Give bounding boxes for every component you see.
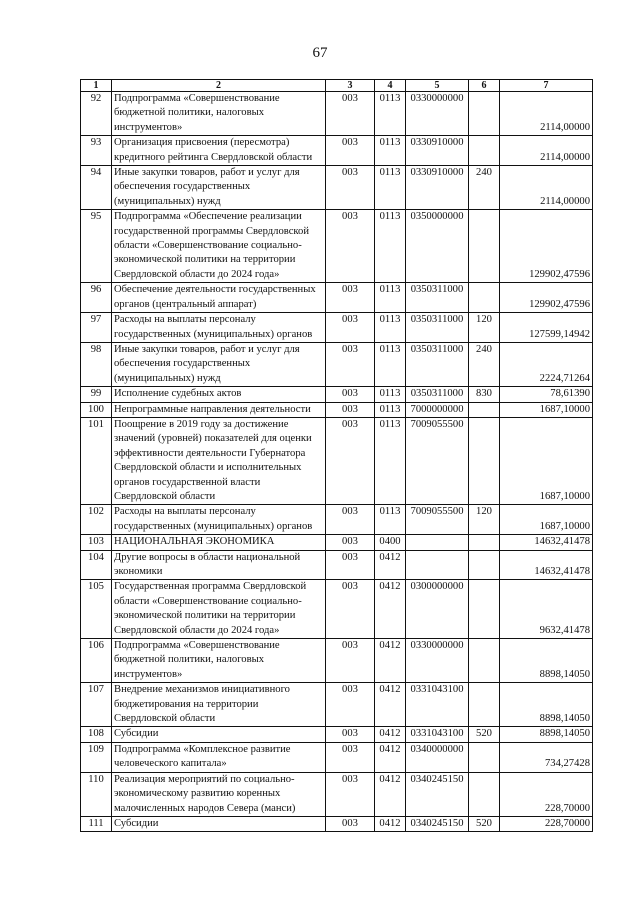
row-number: 95 (81, 210, 112, 283)
row-code-5: 0300000000 (406, 580, 469, 639)
row-code-6 (469, 417, 500, 504)
table-row (81, 535, 593, 550)
row-number: 94 (81, 166, 112, 210)
row-code-5: 0350000000 (406, 210, 469, 283)
row-code-6: 120 (469, 313, 500, 343)
row-name: Расходы на выплаты персоналу государственных (муниципальных) органов (112, 313, 326, 343)
header-col-6: 6 (469, 80, 500, 92)
row-number: 92 (81, 92, 112, 136)
row-number: 111 (81, 816, 112, 831)
row-number: 100 (81, 402, 112, 417)
row-code-6 (469, 742, 500, 772)
table-row (81, 283, 593, 313)
table-header-row (81, 80, 593, 92)
row-sum: 2224,71264 (500, 342, 593, 386)
row-code-5: 0330000000 (406, 639, 469, 683)
row-code-6 (469, 92, 500, 136)
table-row (81, 342, 593, 386)
row-code-6: 120 (469, 505, 500, 535)
row-name: Исполнение судебных актов (112, 387, 326, 402)
row-name: Подпрограмма «Совершенствование бюджетной политики, налоговых инструментов» (112, 639, 326, 683)
row-code-6: 240 (469, 166, 500, 210)
header-col-1: 1 (81, 80, 112, 92)
header-col-7: 7 (500, 80, 593, 92)
row-number: 102 (81, 505, 112, 535)
table-row (81, 210, 593, 283)
header-col-2: 2 (112, 80, 326, 92)
row-number: 107 (81, 683, 112, 727)
table-row (81, 816, 593, 831)
row-code-6 (469, 283, 500, 313)
table-row (81, 639, 593, 683)
row-sum: 14632,41478 (500, 550, 593, 580)
table-body (81, 92, 593, 832)
row-code-4: 0113 (375, 505, 406, 535)
row-name: Расходы на выплаты персоналу государственных (муниципальных) органов (112, 505, 326, 535)
row-name: Организация присвоения (пересмотра) кредитного рейтинга Свердловской области (112, 136, 326, 166)
row-code-5: 0330910000 (406, 136, 469, 166)
table-row (81, 166, 593, 210)
row-number: 108 (81, 727, 112, 742)
row-code-4: 0412 (375, 742, 406, 772)
row-code-3: 003 (326, 772, 375, 816)
row-number: 96 (81, 283, 112, 313)
row-number: 103 (81, 535, 112, 550)
row-sum: 2114,00000 (500, 166, 593, 210)
table-row (81, 580, 593, 639)
row-sum: 1687,10000 (500, 417, 593, 504)
row-code-5: 0331043100 (406, 727, 469, 742)
table-row (81, 402, 593, 417)
row-code-6 (469, 772, 500, 816)
row-code-5: 0330000000 (406, 92, 469, 136)
row-code-3: 003 (326, 402, 375, 417)
table-row (81, 417, 593, 504)
row-code-6 (469, 683, 500, 727)
row-code-4: 0412 (375, 639, 406, 683)
row-code-3: 003 (326, 683, 375, 727)
row-sum: 8898,14050 (500, 727, 593, 742)
row-code-4: 0412 (375, 580, 406, 639)
row-code-5: 0350311000 (406, 313, 469, 343)
row-sum: 8898,14050 (500, 683, 593, 727)
row-code-3: 003 (326, 136, 375, 166)
row-sum: 129902,47596 (500, 210, 593, 283)
row-code-5 (406, 535, 469, 550)
row-code-3: 003 (326, 505, 375, 535)
row-code-4: 0113 (375, 136, 406, 166)
row-code-5: 7009055500 (406, 417, 469, 504)
row-code-6 (469, 580, 500, 639)
row-code-4: 0113 (375, 92, 406, 136)
row-name: Подпрограмма «Комплексное развитие человеческого капитала» (112, 742, 326, 772)
row-code-5: 7009055500 (406, 505, 469, 535)
row-code-3: 003 (326, 639, 375, 683)
table-row (81, 313, 593, 343)
row-sum: 14632,41478 (500, 535, 593, 550)
row-name: Другие вопросы в области национальной экономики (112, 550, 326, 580)
row-name: Поощрение в 2019 году за достижение значений (уровней) показателей для оценки эффективности деятельности Губернатора Свердловской области и исполнительных органов государственной власти Свердловской области (112, 417, 326, 504)
table-row (81, 387, 593, 402)
row-code-3: 003 (326, 417, 375, 504)
row-name: Непрограммные направления деятельности (112, 402, 326, 417)
table-row (81, 136, 593, 166)
budget-table (80, 79, 593, 832)
row-name: Реализация мероприятий по социально-экономическому развитию коренных малочисленных народов Севера (манси) (112, 772, 326, 816)
row-code-3: 003 (326, 166, 375, 210)
row-code-5: 0350311000 (406, 283, 469, 313)
row-number: 99 (81, 387, 112, 402)
row-code-5: 0340245150 (406, 816, 469, 831)
table-row (81, 772, 593, 816)
row-code-6 (469, 550, 500, 580)
table-row (81, 742, 593, 772)
row-code-6 (469, 402, 500, 417)
row-name: Субсидии (112, 816, 326, 831)
row-number: 110 (81, 772, 112, 816)
row-name: Подпрограмма «Обеспечение реализации государственной программы Свердловской области «Совершенствование социально-экономической политики на территории Свердловской области до 2024 года» (112, 210, 326, 283)
row-name: Подпрограмма «Совершенствование бюджетной политики, налоговых инструментов» (112, 92, 326, 136)
row-code-4: 0113 (375, 417, 406, 504)
row-code-4: 0412 (375, 772, 406, 816)
row-code-6 (469, 639, 500, 683)
table-row (81, 92, 593, 136)
table-row (81, 550, 593, 580)
row-sum: 2114,00000 (500, 136, 593, 166)
row-number: 98 (81, 342, 112, 386)
row-sum: 1687,10000 (500, 402, 593, 417)
row-code-4: 0400 (375, 535, 406, 550)
header-col-3: 3 (326, 80, 375, 92)
row-code-6: 240 (469, 342, 500, 386)
row-code-3: 003 (326, 342, 375, 386)
row-code-4: 0113 (375, 313, 406, 343)
row-code-3: 003 (326, 313, 375, 343)
row-code-4: 0113 (375, 166, 406, 210)
row-code-3: 003 (326, 283, 375, 313)
row-code-3: 003 (326, 387, 375, 402)
row-code-4: 0113 (375, 402, 406, 417)
row-name: Внедрение механизмов инициативного бюджетирования на территории Свердловской области (112, 683, 326, 727)
row-code-5: 0350311000 (406, 387, 469, 402)
row-code-6: 520 (469, 727, 500, 742)
row-code-6: 520 (469, 816, 500, 831)
row-code-5: 0331043100 (406, 683, 469, 727)
table-row (81, 727, 593, 742)
row-code-4: 0412 (375, 816, 406, 831)
row-code-3: 003 (326, 210, 375, 283)
table-row (81, 505, 593, 535)
row-sum: 228,70000 (500, 816, 593, 831)
row-name: Иные закупки товаров, работ и услуг для обеспечения государственных (муниципальных) нужд (112, 342, 326, 386)
page-number: 67 (312, 45, 328, 61)
row-sum: 78,61390 (500, 387, 593, 402)
row-sum: 734,27428 (500, 742, 593, 772)
row-code-4: 0113 (375, 387, 406, 402)
row-code-5: 0340000000 (406, 742, 469, 772)
row-sum: 228,70000 (500, 772, 593, 816)
row-number: 106 (81, 639, 112, 683)
row-code-6 (469, 535, 500, 550)
row-code-3: 003 (326, 550, 375, 580)
row-code-4: 0113 (375, 210, 406, 283)
row-code-3: 003 (326, 92, 375, 136)
row-name: Иные закупки товаров, работ и услуг для обеспечения государственных (муниципальных) нужд (112, 166, 326, 210)
row-sum: 9632,41478 (500, 580, 593, 639)
row-sum: 129902,47596 (500, 283, 593, 313)
row-code-3: 003 (326, 727, 375, 742)
row-code-6 (469, 136, 500, 166)
header-col-5: 5 (406, 80, 469, 92)
row-number: 97 (81, 313, 112, 343)
row-code-3: 003 (326, 742, 375, 772)
row-number: 104 (81, 550, 112, 580)
row-number: 105 (81, 580, 112, 639)
row-code-4: 0412 (375, 727, 406, 742)
row-code-5: 0350311000 (406, 342, 469, 386)
row-sum: 2114,00000 (500, 92, 593, 136)
row-sum: 1687,10000 (500, 505, 593, 535)
row-code-5 (406, 550, 469, 580)
row-code-3: 003 (326, 535, 375, 550)
row-code-5: 0330910000 (406, 166, 469, 210)
row-name: Государственная программа Свердловской области «Совершенствование социально-экономической политики на территории Свердловской области до 2024 года» (112, 580, 326, 639)
row-number: 109 (81, 742, 112, 772)
row-code-5: 7000000000 (406, 402, 469, 417)
row-number: 101 (81, 417, 112, 504)
row-code-5: 0340245150 (406, 772, 469, 816)
row-name: НАЦИОНАЛЬНАЯ ЭКОНОМИКА (112, 535, 326, 550)
row-code-6: 830 (469, 387, 500, 402)
row-code-4: 0412 (375, 683, 406, 727)
row-code-4: 0113 (375, 283, 406, 313)
row-number: 93 (81, 136, 112, 166)
table-row (81, 683, 593, 727)
header-col-4: 4 (375, 80, 406, 92)
row-code-3: 003 (326, 816, 375, 831)
row-code-6 (469, 210, 500, 283)
row-code-4: 0412 (375, 550, 406, 580)
row-name: Обеспечение деятельности государственных органов (центральный аппарат) (112, 283, 326, 313)
row-sum: 8898,14050 (500, 639, 593, 683)
row-sum: 127599,14942 (500, 313, 593, 343)
row-code-4: 0113 (375, 342, 406, 386)
row-code-3: 003 (326, 580, 375, 639)
row-name: Субсидии (112, 727, 326, 742)
